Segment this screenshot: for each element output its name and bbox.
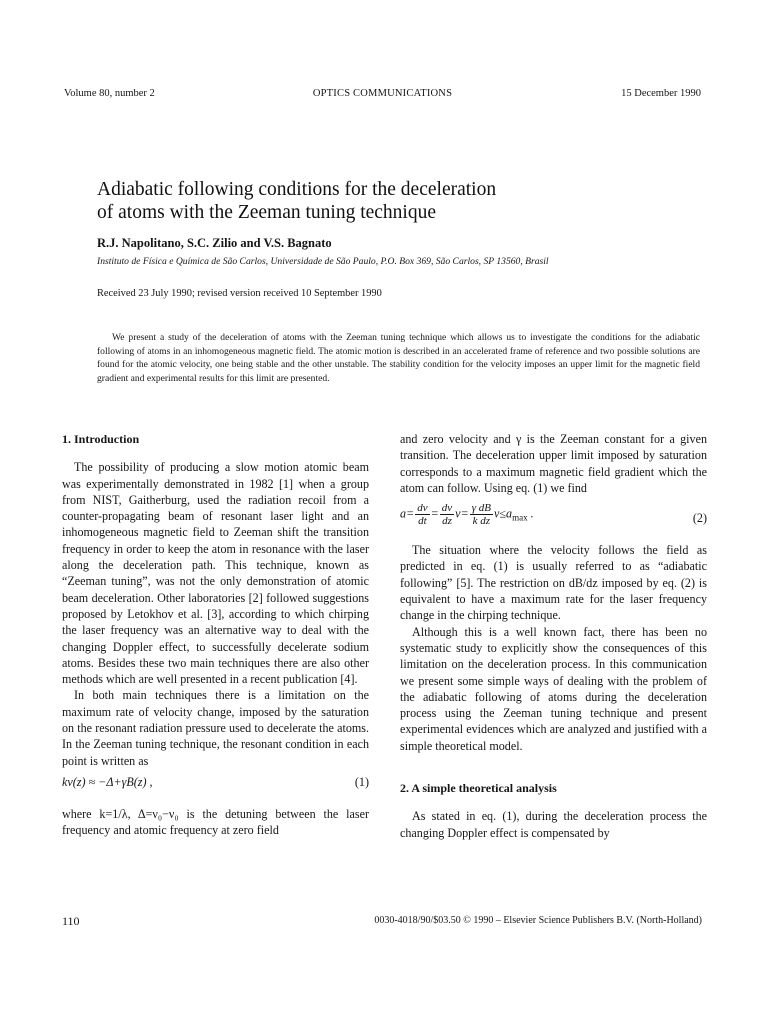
- equation-2-number: (2): [692, 511, 707, 526]
- col2-paragraph-3: Although this is a well known fact, there has been no systematic study to explicitly show the consequences of this limitation on the deceleration process. In this communication we present some simple ways of dealing with the problem of the adiabatic following of atoms during the deceleration process using the Zeeman tuning technique and present experimental evidences which are analyzed and justified with a simple theoretical model.: [400, 624, 707, 753]
- issue-date: 15 December 1990: [621, 88, 701, 99]
- col2-paragraph-4: As stated in eq. (1), during the deceleration process the changing Doppler effect is compensated by: [400, 809, 707, 840]
- eq2-fraction-dv-dz: [440, 502, 454, 527]
- eq2-fraction-dv-dt: [415, 502, 429, 527]
- received-dates: Received 23 July 1990; revised version received 10 September 1990: [97, 288, 382, 299]
- page-footer: [62, 914, 702, 928]
- publisher-line: 0030-4018/90/$03.50 © 1990 – Elsevier Science Publishers B.V. (North-Holland): [374, 915, 702, 926]
- eq2-f1-num: dv: [417, 502, 428, 515]
- title-line-1: Adiabatic following conditions for the deceleration: [97, 179, 497, 200]
- intro-paragraph-3: where k=1/λ, Δ=ν₀−ν₀ is the detuning between the laser frequency and atomic frequency at zero field: [62, 806, 369, 838]
- eq2-f3-num: γ dB: [471, 502, 492, 515]
- eq2-f2-den: dz: [442, 515, 452, 528]
- eq2-end: .: [527, 506, 534, 521]
- equation-1-number: (1): [354, 774, 369, 789]
- intro-paragraph-1: The possibility of producing a slow motion atomic beam was experimentally demonstrated in 1982 [1] when a group from NIST, Gaitherburg, used the radiation recoil from a counter-propagating beam of resonant laser light and an inhomogeneous magnetic field to Zeeman shift the transition frequency in order to keep the atom in resonance with the laser along the deceleration path. This technique, known as “Zeeman tuning”, was not the only demonstration of atomic beam deceleration. Other laboratories [2] followed suggestions proposed by Letokhov et al. [3], according to which chirping the laser frequency was an alternative way to deal with the changing Doppler effect, to successfully decelerate sodium atoms. Besides these two main techniques there are also other methods which are well presented in a recent publication [4].: [62, 460, 369, 687]
- affiliation: Instituto de Física e Química de São Carlos, Universidade de São Paulo, P.O. Box 369, São Carlos, SP 13560, Brasil: [97, 256, 549, 267]
- eq2-mid: v=: [455, 506, 469, 521]
- equation-1-body: kv(z) ≈ −Δ+γB(z) ,: [62, 774, 153, 789]
- right-column: [400, 431, 707, 841]
- running-header: [64, 88, 701, 102]
- equation-2: [400, 500, 707, 536]
- section-heading-theory: 2. A simple theoretical analysis: [400, 781, 557, 796]
- eq2-f2-num: dv: [441, 502, 453, 515]
- author-list: R.J. Napolitano, S.C. Zilio and V.S. Bagnato: [97, 236, 332, 250]
- eq2-lhs: a=: [400, 506, 415, 521]
- left-column: [62, 431, 369, 839]
- equation-2-body: a= $\frac{dv}{dt}$ = $\frac{dv}{dz}$ v= $\frac{\text{γ dB}}{\text{k dz}}$ $v\le a_{max}$ .: [400, 502, 534, 528]
- intro-paragraph-2: In both main techniques there is a limitation on the maximum rate of velocity change, imposed by the saturation on the resonant radiation pressure used to decelerate the atoms. In the Zeeman tuning technique, the resonant condition in each point is written as: [62, 688, 369, 768]
- eq2-f3-den: k dz: [472, 515, 491, 528]
- title-line-2: of atoms with the Zeeman tuning technique: [97, 202, 436, 223]
- eq2-rhs: v≤a: [494, 506, 513, 521]
- equation-1: [62, 772, 369, 802]
- eq2-subscript: max: [512, 512, 528, 523]
- col2-paragraph-2: The situation where the velocity follows the field as predicted in eq. (1) is usually referred to as “adiabatic following” [5]. The restriction on dB/dz imposed by eq. (2) is equivalent to have a maximum rate for the laser frequency change in the chirping technique.: [400, 543, 707, 623]
- abstract: We present a study of the deceleration of atoms with the Zeeman tuning technique which allows us to investigate the conditions for the adiabatic following of atoms in an inhomogeneous magnetic field. The atomic motion is described in an accelerated frame of reference and two possible solutions are found for the atomic velocity, one being stable and the other unstable. The stability condition for the velocity imposes an upper limit for the magnetic field gradient and experimental results for this limit are presented.: [97, 332, 700, 384]
- eq2-f1-den: dt: [418, 515, 427, 528]
- section-heading-introduction: 1. Introduction: [62, 432, 140, 446]
- volume-number: Volume 80, number 2: [64, 88, 155, 99]
- article-title: [97, 178, 657, 224]
- eq2-fraction-gamma-db: [470, 502, 493, 527]
- col2-paragraph-1: and zero velocity and γ is the Zeeman constant for a given transition. The deceleration upper limit imposed by saturation corresponds to a maximum magnetic field gradient which the atom can follow. Using eq. (1) we find: [400, 432, 707, 495]
- journal-name: OPTICS COMMUNICATIONS: [312, 88, 453, 99]
- page-number: 110: [62, 914, 80, 928]
